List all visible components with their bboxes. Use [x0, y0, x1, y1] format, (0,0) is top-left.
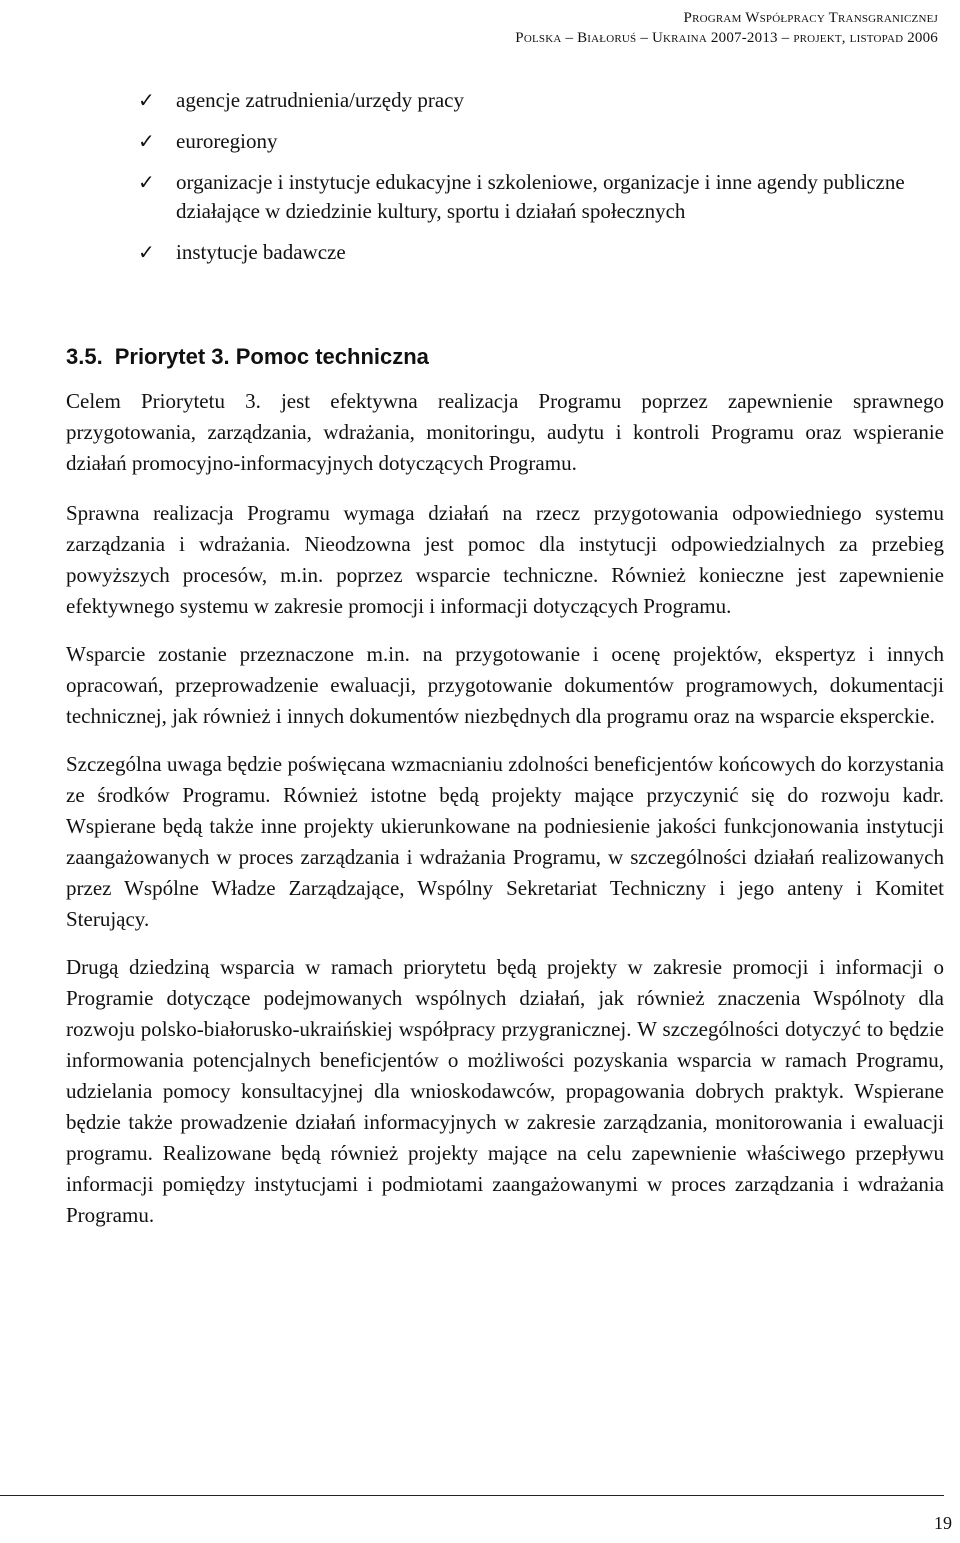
list-item-text: organizacje i instytucje edukacyjne i szkoleniowe, organizacje i inne agendy publiczne działające w dziedzinie kultury, sportu i działań społecznych: [176, 170, 905, 223]
footer-divider: [0, 1495, 944, 1496]
checkmark-icon: ✓: [138, 129, 155, 153]
list-item-text: euroregiony: [176, 129, 278, 153]
list-item: [138, 127, 948, 156]
checkmark-icon: ✓: [138, 240, 155, 264]
section-body: [66, 386, 944, 1248]
paragraph: Szczególna uwaga będzie poświęcana wzmacnianiu zdolności beneficjentów końcowych do korzystania ze środków Programu. Również istotne będą projekty mające przyczynić się do rozwoju kadr. Wspierane będą także inne projekty ukierunkowane na podniesienie jakości funkcjonowania instytucji zaangażowanych w proces zarządzania i wdrażania Programu, w szczególności działań realizowanych przez Wspólne Władze Zarządzające, Wspólny Sekretariat Techniczny i jego anteny i Komitet Sterujący.: [66, 752, 944, 931]
page-header: [515, 8, 938, 48]
header-program-subtitle: Polska – Białoruś – Ukraina 2007-2013 – projekt, listopad 2006: [515, 30, 938, 46]
page-number: 19: [934, 1513, 952, 1533]
target-groups-list: [138, 86, 948, 279]
paragraph: Sprawna realizacja Programu wymaga działań na rzecz przygotowania odpowiedniego systemu zarządzania i wdrażania. Nieodzowna jest pomoc dla instytucji odpowiedzialnych za przebieg powyższych procesów, m.in. poprzez wsparcie techniczne. Również konieczne jest zapewnienie efektywnego systemu w zakresie promocji i informacji dotyczących Programu.: [66, 501, 944, 618]
paragraph: Wsparcie zostanie przeznaczone m.in. na przygotowanie i ocenę projektów, ekspertyz i innych opracowań, przeprowadzenie ewaluacji, przygotowanie dokumentów programowych, dokumentacji technicznej, jak również i innych dokumentów niezbędnych dla programu oraz na wsparcie eksperckie.: [66, 642, 944, 728]
paragraph: Drugą dziedziną wsparcia w ramach priorytetu będą projekty w zakresie promocji i informacji o Programie dotyczące podejmowanych wspólnych działań, jak również znaczenia Wspólnoty dla rozwoju polsko-białorusko-ukraińskiej współpracy przygranicznej. W szczególności dotyczyć to będzie informowania potencjalnych beneficjentów o możliwości pozyskania wsparcia w ramach Programu, udzielania pomocy konsultacyjnej dla wnioskodawców, propagowania dobrych praktyk. Wspierane będzie także prowadzenie działań informacyjnych w zakresie zarządzania, monitorowania i ewaluacji programu. Realizowane będą również projekty mające na celu zapewnienie właściwego przepływu informacji pomiędzy instytucjami i podmiotami zaangażowanymi w proces zarządzania i wdrażania Programu.: [66, 955, 944, 1227]
header-program-title: Program Współpracy Transgranicznej: [683, 10, 938, 26]
list-item-text: instytucje badawcze: [176, 240, 346, 264]
paragraph: Celem Priorytetu 3. jest efektywna realizacja Programu poprzez zapewnienie sprawnego przygotowania, zarządzania, wdrażania, monitoringu, audytu i kontroli Programu oraz wspieranie działań promocyjno-informacyjnych dotyczących Programu.: [66, 389, 944, 475]
checkmark-icon: ✓: [138, 170, 155, 194]
section-number: 3.5.: [66, 344, 103, 369]
list-item: [138, 168, 948, 226]
list-item: [138, 238, 948, 267]
list-item-text: agencje zatrudnienia/urzędy pracy: [176, 88, 465, 112]
section-title: Priorytet 3. Pomoc techniczna: [114, 344, 429, 369]
checkmark-icon: ✓: [138, 88, 155, 112]
section-heading: [66, 344, 441, 370]
list-item: [138, 86, 948, 115]
